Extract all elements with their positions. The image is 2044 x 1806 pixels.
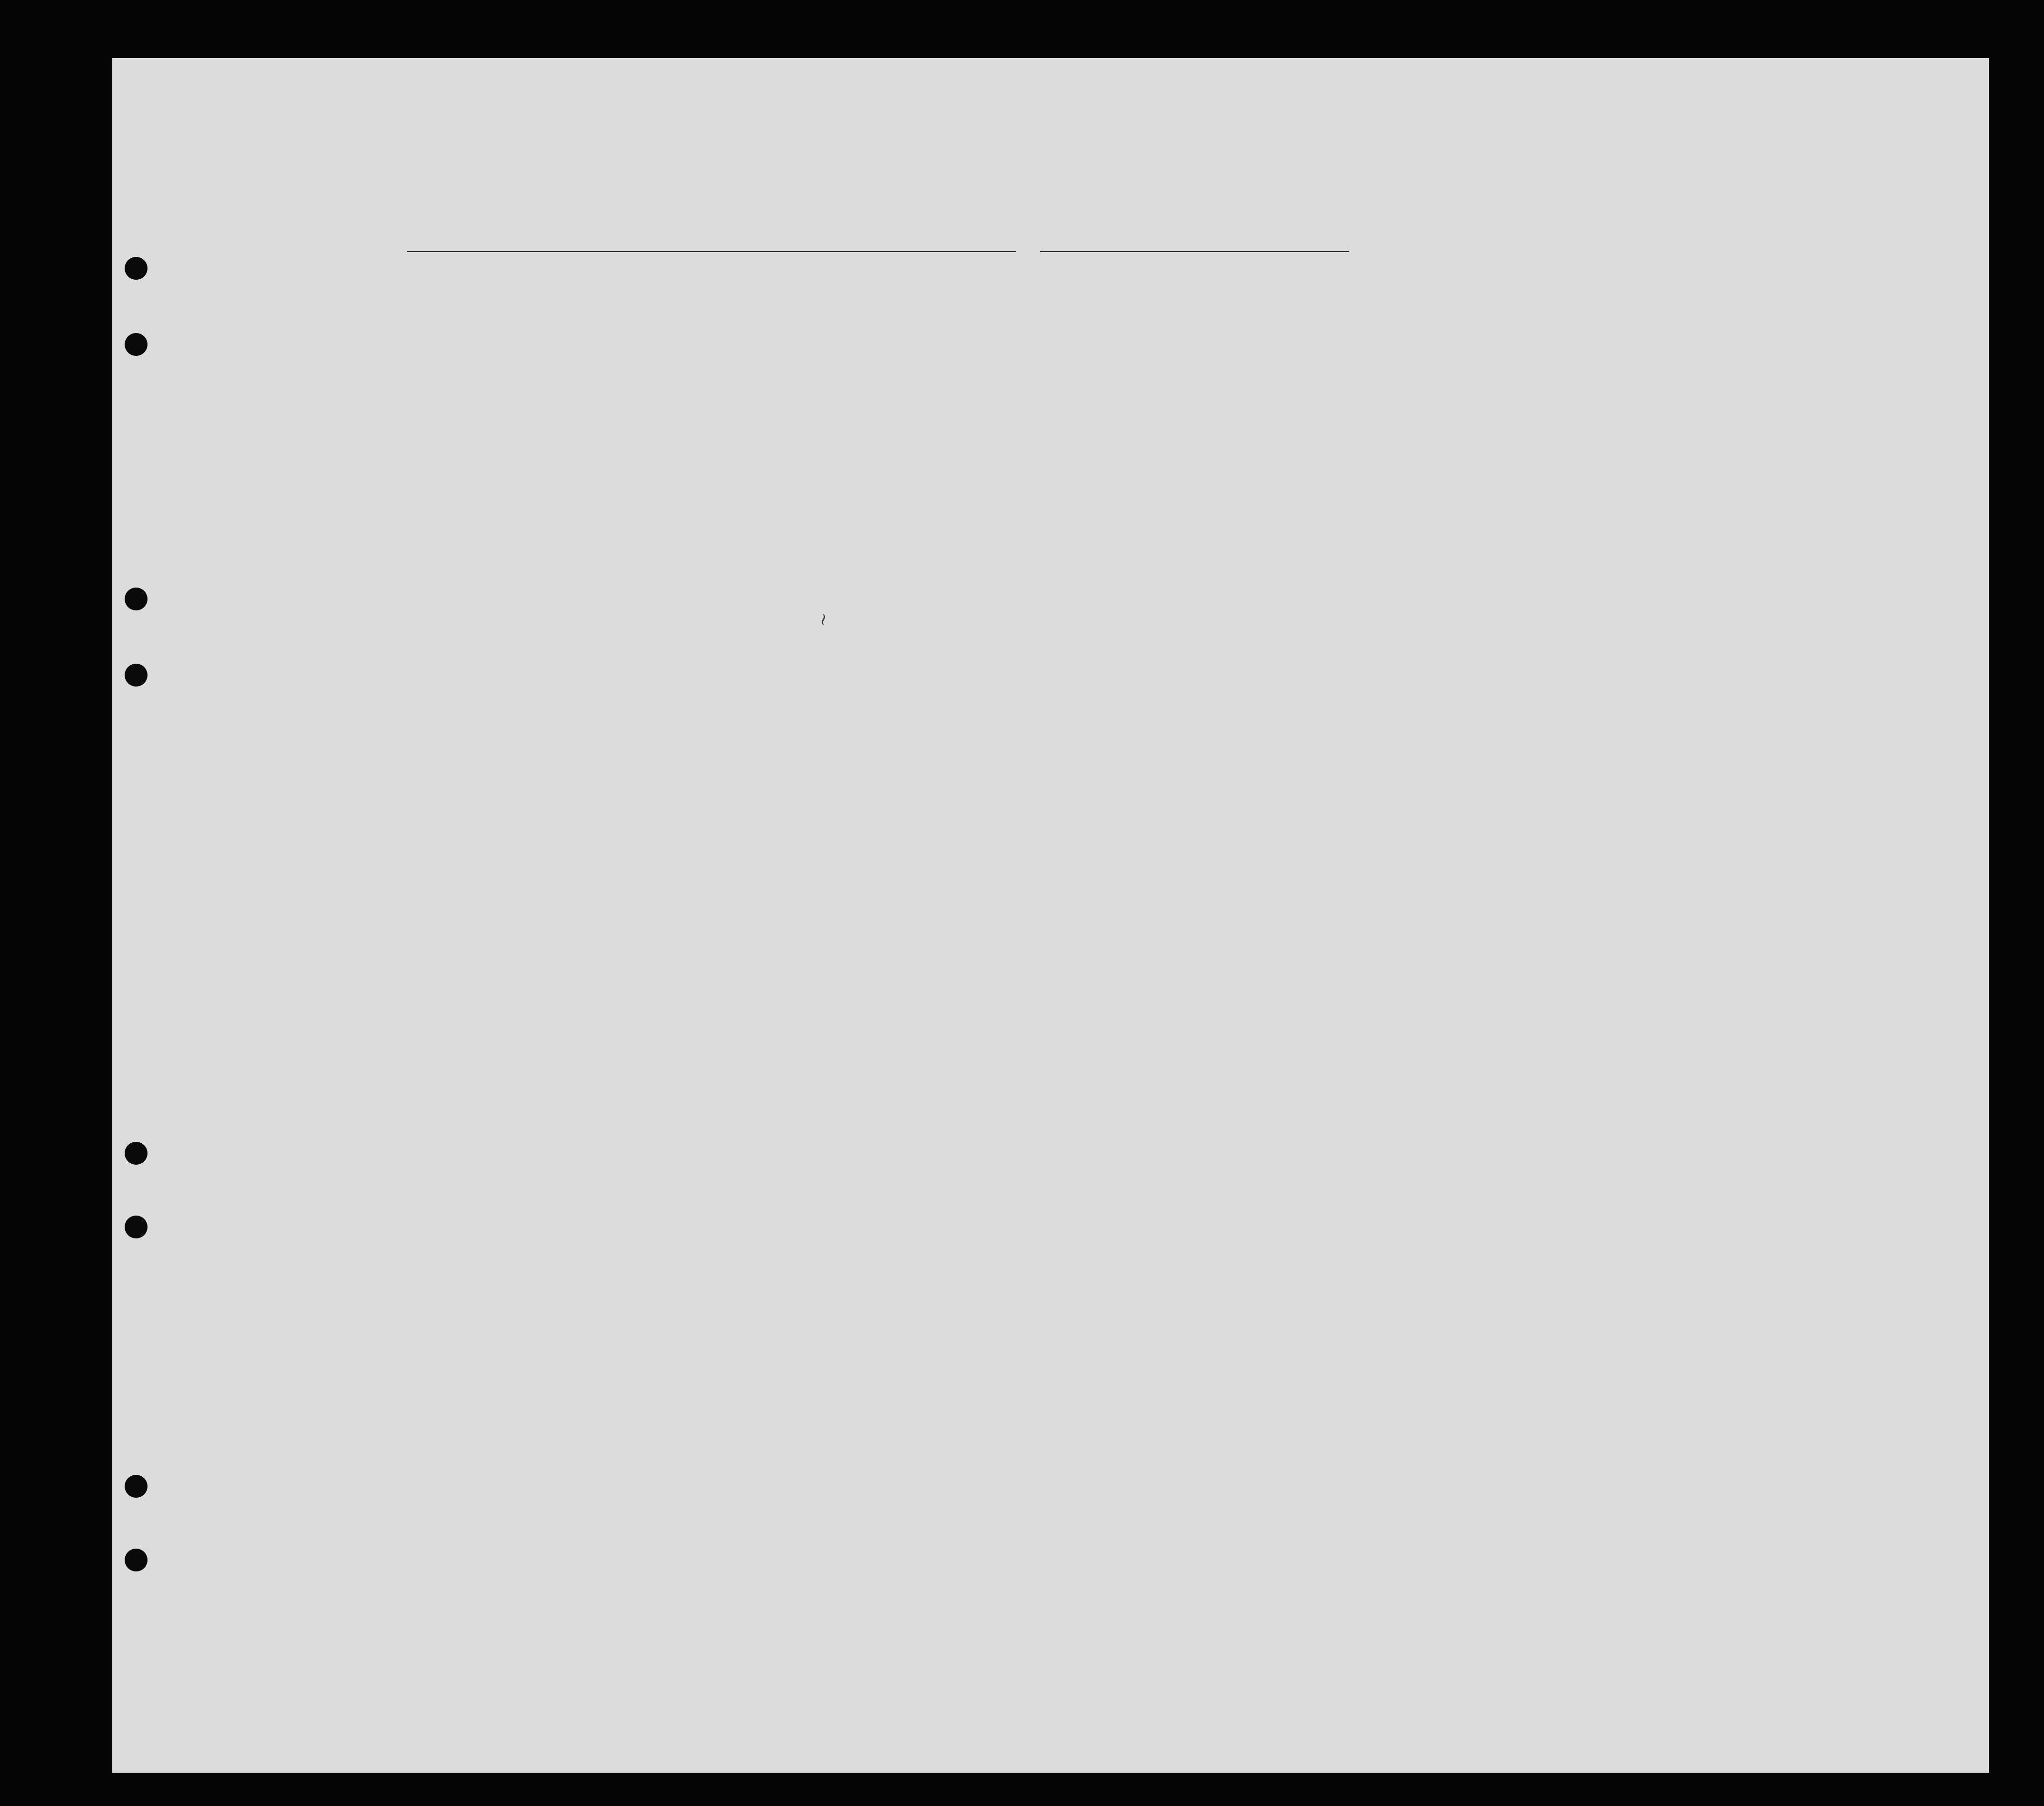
binder-hole [125, 1549, 147, 1571]
binder-hole [125, 664, 147, 687]
binder-hole [125, 257, 147, 280]
manifest-sheet [112, 58, 1989, 1773]
binder-hole [125, 588, 147, 610]
binder-hole [125, 1142, 147, 1165]
binder-hole [125, 1216, 147, 1238]
handwritten-mark: ~ [813, 611, 834, 628]
table-grid [112, 58, 1989, 1773]
binder-hole [125, 1475, 147, 1498]
binder-hole [125, 333, 147, 356]
